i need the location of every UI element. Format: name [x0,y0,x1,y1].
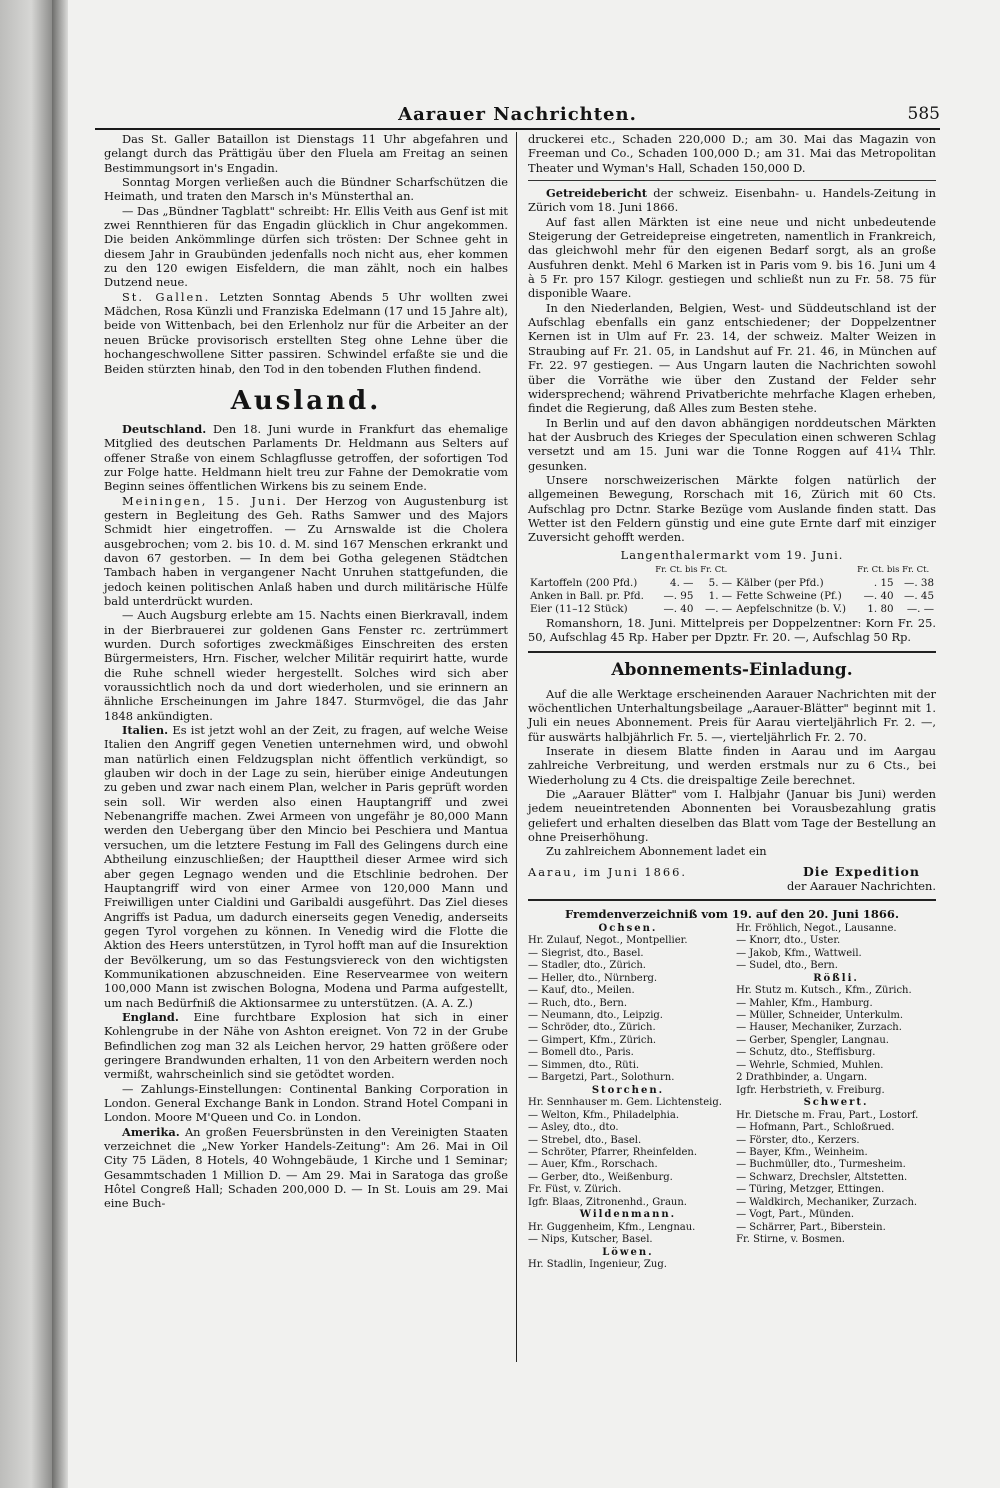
list-item: Igfr. Blaas, Zitronenhd., Graun. [528,1196,687,1208]
table-cell: . 15 [873,576,894,589]
column-divider [516,132,517,1362]
list-item: Hr. Guggenheim, Kfm., Lengnau. [528,1221,696,1233]
article-paragraph: Amerika. An großen Feuersbrünsten in den Vereinigten Staaten verzeichnet die „New Yorker Handels-Zeitung": Am 26. Mai in Oil City 75 Läden, 8 Hotels, 40 Wohngebäude, 1 Kirche und 1 Seminar; Gesammtschaden 1 Million D. — Am 29. Mai in Saratoga das große Hôtel Congreß Hall; Schaden 200,000 D. — In St. Louis am 29. Mai eine Buch- [104,1124,508,1211]
article-paragraph: Das St. Galler Bataillon ist Dienstags 11 Uhr abgefahren und gelangt durch das Prättigäu über den Fluela am Freitag an seinen Bestimmungsort in's Engadin. [104,132,508,175]
guest-list-right [736,923,936,1272]
dateline: Amerika. [122,1124,180,1139]
table-header-row [528,564,936,577]
list-item: — Strebel, dto., Basel. [528,1134,642,1146]
list-item: — Buchmüller, dto., Turmesheim. [736,1159,906,1171]
guest-list [528,923,936,1272]
table-cell: Fette Schweine (Pf.) [736,589,842,602]
article-paragraph: Meiningen, 15. Juni. Der Herzog von Augustenburg ist gestern in Begleitung des Geh. Raths Samwer und des Majors Schmidt hier eingetroffen. — Zu Arnswalde ist die Cholera ausgebrochen; vom 2. bis 10. d. M. sind 167 Menschen erkrankt und davon 67 gestorben. — In dem bei Gotha gelegenen Städtchen Tambach haben in vergangener Nacht Unruhen stattgefunden, die jedoch keinen politischen Anlaß haben und durch militärische Hülfe bald unterdrückt wurden. [104,493,509,608]
list-item: — Stadler, dto., Zürich. [528,960,646,972]
article-paragraph: Auf fast allen Märkten ist eine neue und nicht unbedeutende Steigerung der Getreidepreise eingetreten, namentlich in Frankreich, das gleichwohl mehr für den eigenen Bedarf sorgt, als an große Ausfuhren denkt. Mehl 6 Marken ist in Paris vom 9. bis 16. Juni um 4 à 5 Fr. pro 157 Kilogr. gestiegen und schließt nun zu Fr. 58. 75 für disponible Waare. [528,214,936,301]
divider [528,651,936,653]
article-paragraph: — Das „Bündner Tagblatt" schreibt: Hr. Ellis Veith aus Genf ist mit zwei Rennthieren für das Engadin glücklich in Chur angekommen. Die beiden Ankömmlinge dürfen sich trösten: Der Schnee geht in diesem Jahr in Graubünden jedenfalls noch nicht aus, eher kommen zu den 120 ewigen Eisfeldern, die man zählt, noch ein halbes Dutzend neue. [104,203,508,290]
list-item: — Vogt, Part., Münden. [736,1209,855,1221]
table-cell: —. — [906,602,934,615]
list-item: — Jakob, Kfm., Wattweil. [736,947,862,959]
list-item: — Bargetzi, Part., Solothurn. [528,1072,675,1084]
list-item: — Neumann, dto., Leipzig. [528,1009,663,1021]
column-header: Fr. Ct. bis Fr. Ct. [655,564,728,575]
signature-block [528,865,936,894]
list-item: Fr. Stirne, v. Bosmen. [736,1234,845,1246]
table-cell: 1. — [708,589,733,602]
place-date: Aarau, im Juni 1866. [528,864,688,879]
article-paragraph: Romanshorn, 18. Juni. Mittelpreis per Doppelzentner: Korn Fr. 25. 50, Aufschlag 45 Rp. Haber per Dpztr. Fr. 20. —, Aufschlag 50 Rp. [528,615,936,645]
page-number: 585 [907,104,940,124]
dateline: Getreidebericht [546,186,648,201]
list-item: — Schröder, dto., Zürich. [528,1022,656,1034]
list-item: Hr. Dietsche m. Frau, Part., Lostorf. [736,1109,919,1121]
article-paragraph: — Auch Augsburg erlebte am 15. Nachts einen Bierkravall, indem in der Bierbrauerei zur goldenen Gans Fenster rc. zertrümmert wurden. Durch sofortiges zweckmäßiges Einschreiten des ersten Bürgermeisters, Hrn. Fischer, welcher Militär requirirt hatte, wurde die Ruhe schnell wieder hergestellt. Solches wird sich aber voraussichtlich noch da und dort wiederholen, und sie erinnern an ähnliche Erscheinungen im Jahre 1847. Sturmvögel, die das Jahr 1848 ankündigten. [104,608,508,723]
masthead-title: Aarauer Nachrichten. [398,104,637,125]
article-paragraph: — Zahlungs-Einstellungen: Continental Banking Corporation in London. General Exchange Bank in London. Strand Hotel Compani in London. Moore M'Queen und Co. in London. [104,1081,508,1125]
header-rule [95,128,940,130]
article-paragraph: Getreidebericht der schweiz. Eisenbahn- u. Handels-Zeitung in Zürich vom 18. Juni 1866. [528,186,936,215]
list-item: — Wehrle, Schmied, Muhlen. [736,1059,884,1071]
table-row [528,603,936,616]
list-item: — Gimpert, Kfm., Zürich. [528,1034,657,1046]
list-item: Fr. Füst, v. Zürich. [528,1184,622,1196]
article-paragraph: Unsere norschweizerischen Märkte folgen natürlich der allgemeinen Bewegung, Rorschach mit 16, Zürich mit 60 Cts. Aufschlag pro Dctnr. Starke Bezüge vom Auslande finden statt. Das Wetter ist den Feldern günstig und eine gute Ernte darf mit einziger Zuversicht gehofft werden. [528,472,936,545]
list-item: — Gerber, dto., Weißenburg. [528,1171,673,1183]
list-item: 2 Drathbinder, a. Ungarn. [736,1072,868,1084]
table-cell: —. — [704,602,733,615]
dateline: Meiningen, 15. Juni. [122,493,288,508]
left-column [104,132,508,1211]
list-item: Hr. Zulauf, Negot., Montpellier. [528,935,688,947]
table-cell: 5. — [708,576,733,589]
article-paragraph: St. Gallen. Letzten Sonntag Abends 5 Uhr wollten zwei Mädchen, Rosa Künzli und Franziska Edelmann (17 und 15 Jahre alt), beide von Wittenbach, bei den Erlenholz nur für die Arbeiter an der neuen Brücke provisorisch erstellten Steg ohne Lehne über die hochangeschwollene Sitter passiren. Schwindel erfaßte sie und die Beiden stürzten hinab, den Tod in den tobenden Fluthen findend. [104,289,509,376]
table-cell: —. 95 [663,589,694,602]
list-item: — Siegrist, dto., Basel. [528,947,644,959]
list-item: Hr. Stutz m. Kutsch., Kfm., Zürich. [736,985,912,997]
section-heading-abonnement: Abonnements-Einladung. [611,659,853,680]
source-attribution: (A. A. Z.) [421,995,473,1010]
article-paragraph: Zu zahlreichem Abonnement ladet ein [546,844,767,859]
table-cell: Aepfelschnitze (b. V.) [736,602,847,615]
section-heading-ausland: Ausland. [230,385,382,416]
article-paragraph: Sonntag Morgen verließen auch die Bündner Scharfschützen die Heimath, und traten den Marsch in's Münsterthal an. [104,175,508,204]
table-cell: —. 40 [663,602,694,615]
article-paragraph: Die „Aarauer Blätter" vom I. Halbjahr (Januar bis Juni) werden jedem neueintretenden Abonnenten bei Vorausbezahlung gratis geliefert und erhalten dieselben das Blatt vom Tage der Bestellung an ohne Preiserhöhung. [528,787,936,845]
dateline: England. [122,1009,179,1024]
article-paragraph: England. Eine furchtbare Explosion hat sich in einer Kohlengrube in der Nähe von Ashton ereignet. Von 72 in der Grube Befindlichen zog man 32 als Leichen hervor, 29 hatten größere oder geringere Brandwunden erhalten, 11 von den Arbeitern werden noch vermißt, wahrscheinlich sind sie getödtet worden. [104,1009,509,1082]
list-item: — Schutz, dto., Steffisburg. [736,1047,876,1059]
list-item: — Ruch, dto., Bern. [528,997,628,1009]
right-column [528,132,936,1272]
inn-heading: Rößli. [813,972,859,984]
signature-subtitle: der Aarauer Nachrichten. [786,879,936,894]
table-cell: 1. 80 [867,602,894,615]
list-item: — Auer, Kfm., Rorschach. [528,1159,658,1171]
table-cell: Kälber (per Pfd.) [736,576,824,589]
list-item: — Simmen, dto., Rüti. [528,1059,640,1071]
table-cell: Eier (11–12 Stück) [530,602,628,615]
inn-heading: Ochsen. [598,922,658,934]
list-item: — Heller, dto., Nürnberg. [528,972,658,984]
list-item: — Kauf, dto., Meilen. [528,985,635,997]
article-paragraph: Italien. Es ist jetzt wohl an der Zeit, zu fragen, auf welche Weise Italien den Angriff gegen Venetien unternehmen wird, und obwohl man natürlich einen Feldzugsplan nicht öffentlich verkündigt, so glauben wir doch in der Lage zu sein, hierüber einige Andeutungen zu geben und zwar nach einem Plan, welcher in Paris geprüft worden sein soll. Wir werden also einen Hauptangriff und zwei Nebenangriffe machen. Zwei Armeen von ungefähr je 80,000 Mann werden den Uebergang über den Mincio bei Peschiera und Mantua versuchen, um die letztere Festung im Fall des Gelingens durch eine Abtheilung einzuschließen; der Haupttheil dieser Armee wird sich aber gegen Legnago wenden und die Etschlinie bedrohen. Der Hauptangriff wird von einer Armee von 120,000 Mann und Freiwilligen unter Cialdini und Garibaldi ausgeführt. Das Ziel dieses Angriffs ist Padua, um dadurch einerseits gegen Venedig, anderseits gegen Tyrol vorgehen zu können. In Venedig wird die Flotte die Aktion des Heers unterstützen, in Tyrol hofft man auf die Insurektion der Bevölkerung, um so das Festungsviereck von den wichtigsten Kommunikationen abzuschneiden. Eine Reservearmee von weitern 100,000 Mann ist zwischen Bologna, Modena und Parma aufgestellt, um nach Bedürfniß die Aktionsarmee zu unterstützen. (A. A. Z.) [104,723,508,1010]
market-price-table [528,564,936,616]
dateline: St. Gallen. [122,289,211,304]
running-header [95,104,940,130]
divider [528,899,936,901]
list-item: Igfr. Herbstrieth, v. Freiburg. [736,1084,885,1096]
article-paragraph: In den Niederlanden, Belgien, West- und Süddeutschland ist der Aufschlag ebenfalls ein ganz entschiedener; der Doppelzentner Kernen ist in Ulm auf Fr. 23. 14, der schweiz. Malter Weizen in Straubing auf Fr. 21. 05, in Landshut auf Fr. 21. 46, in München auf Fr. 22. 97 gestiegen. — Aus Ungarn lauten die Nachrichten sowohl über die Vorräthe wie über den Zustand der Felder sehr widersprechend; während Privatberichte mehrfache Klagen erheben, findet die Regierung, daß Alles zum Besten stehe. [528,300,936,416]
divider [528,180,936,181]
list-item: — Sudel, dto., Bern. [736,960,838,972]
list-item: — Türing, Metzger, Ettingen. [736,1184,885,1196]
list-item: — Nips, Kutscher, Basel. [528,1234,653,1246]
list-item: — Knorr, dto., Uster. [736,935,841,947]
list-item: — Waldkirch, Mechaniker, Zurzach. [736,1196,918,1208]
list-item: — Schwarz, Drechsler, Altstetten. [736,1171,908,1183]
list-item: Hr. Stadlin, Ingenieur, Zug. [528,1259,667,1271]
column-header: Fr. Ct. bis Fr. Ct. [857,564,930,575]
list-item: — Bayer, Kfm., Weinheim. [736,1146,868,1158]
market-report-title: Langenthalermarkt vom 19. Juni. [620,547,844,562]
article-paragraph: Inserate in diesem Blatte finden in Aarau und im Aargau zahlreiche Verbreitung, und werden erstmals nur zu 6 Cts., bei Wiederholung zu 4 Cts. die dreispaltige Zeile berechnet. [528,744,936,787]
list-item: — Bomell dto., Paris. [528,1047,634,1059]
list-item: — Förster, dto., Kerzers. [736,1134,860,1146]
list-item: — Welton, Kfm., Philadelphia. [528,1109,680,1121]
article-paragraph: Deutschland. Den 18. Juni wurde in Frankfurt das ehemalige Mitglied des deutschen Parlaments Dr. Heldmann aus Selters auf offener Straße von einem Schlagflusse getroffen, der sofortigen Tod zur Folge hatte. Heldmann hielt treu zur Fahne der Demokratie vom Beginn seines öffentlichen Wirkens bis zu seinem Ende. [104,421,509,494]
table-cell: 4. — [670,576,694,589]
table-row [528,577,936,590]
table-cell: —. 45 [904,589,934,602]
list-item: — Asley, dto., dto. [528,1122,619,1134]
article-paragraph: druckerei etc., Schaden 220,000 D.; am 30. Mai das Magazin von Freeman und Co., Schaden 100,000 D.; am 31. Mai das Metropolitan Theater und Wyman's Hall, Schaden 150,000 D. [528,132,936,175]
article-paragraph: In Berlin und auf den davon abhängigen norddeutschen Märkten hat der Ausbruch des Krieges der Speculation einen schweren Schlag versetzt und am 15. Juni war die Tonne Roggen auf 41¼ Thlr. gesunken. [528,415,936,473]
list-item: — Schröter, Pfarrer, Rheinfelden. [528,1146,698,1158]
dateline: Italien. [122,723,169,738]
list-item: — Mahler, Kfm., Hamburg. [736,997,873,1009]
table-cell: —. 40 [863,589,894,602]
inn-heading: Storchen. [591,1084,665,1096]
table-row [528,590,936,603]
list-item: Hr. Fröhlich, Negot., Lausanne. [736,922,897,934]
list-item: — Schärrer, Part., Biberstein. [736,1221,886,1233]
facing-page-edge [0,0,52,1488]
list-item: Hr. Sennhauser m. Gem. Lichtensteig. [528,1097,722,1109]
list-item: — Hofmann, Part., Schloßrued. [736,1122,895,1134]
list-item: — Gerber, Spengler, Langnau. [736,1034,889,1046]
table-cell: Kartoffeln (200 Pfd.) [530,576,638,589]
table-cell: Anken in Ball. pr. Pfd. [530,589,644,602]
list-item: — Hauser, Mechaniker, Zurzach. [736,1022,902,1034]
guest-list-title: Fremdenverzeichniß vom 19. auf den 20. Juni 1866. [565,907,899,922]
inn-heading: Wildenmann. [579,1209,677,1221]
guest-list-left [528,923,728,1272]
list-item: — Müller, Schneider, Unterkulm. [736,1009,904,1021]
book-gutter [52,0,68,1488]
article-paragraph: Auf die alle Werktage erscheinenden Aarauer Nachrichten mit der wöchentlichen Unterhaltungsbeilage „Aarauer-Blätter" beginnt mit 1. Juli ein neues Abonnement. Preis für Aarau vierteljährlich Fr. 2. —, für auswärts halbjährlich Fr. 5. —, vierteljährlich Fr. 2. 70. [528,686,936,744]
dateline: Deutschland. [122,421,207,436]
table-cell: —. 38 [904,576,934,589]
inn-heading: Schwert. [803,1097,869,1109]
inn-heading: Löwen. [602,1246,654,1258]
signature-name: Die Expedition [802,863,920,879]
